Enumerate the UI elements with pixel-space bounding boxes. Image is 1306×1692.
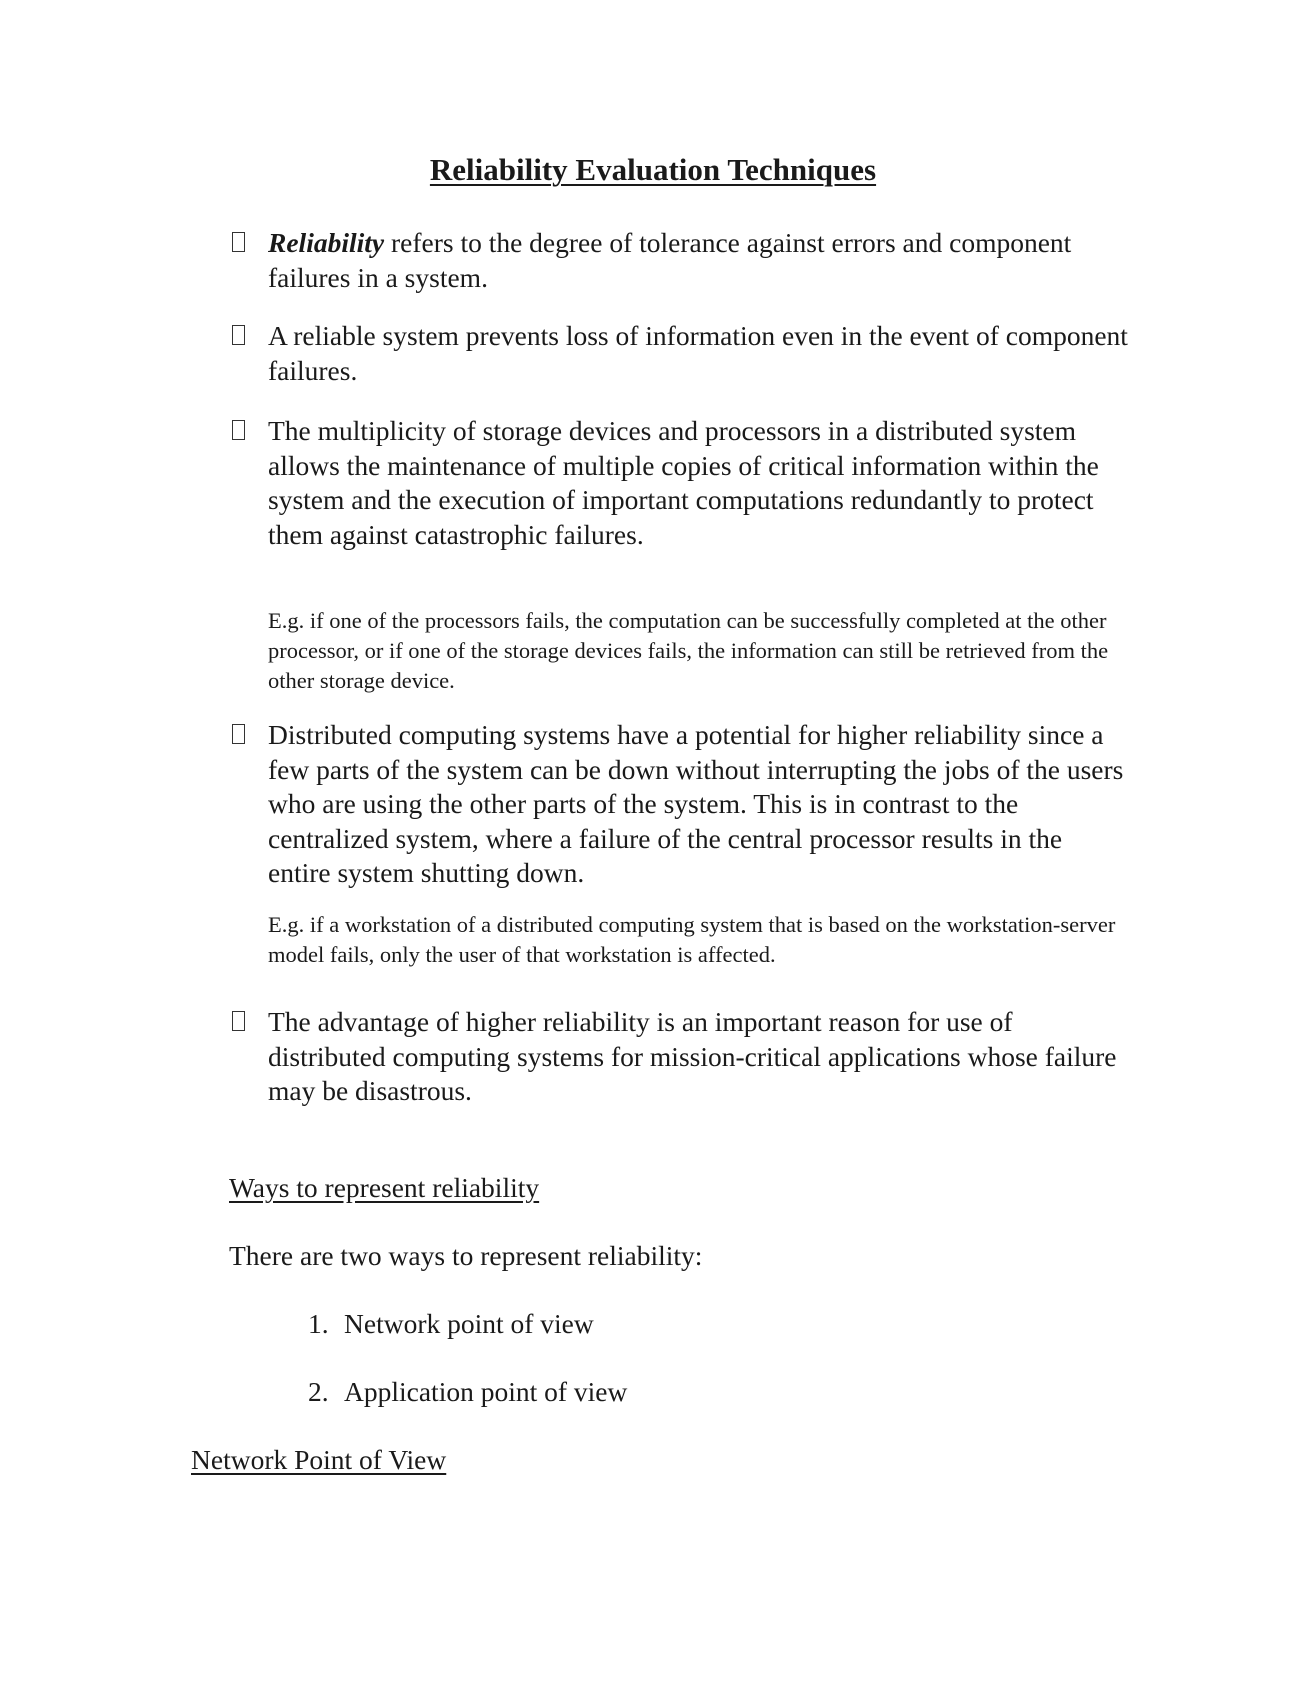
bullet-item — [268, 414, 1128, 552]
bullet-text: The multiplicity of storage devices and processors in a distributed system allows the maintenance of multiple copies of critical information within the system and the execution of important computations redundantly to protect them against catastrophic failures. — [268, 415, 1099, 550]
bullet-item — [268, 319, 1128, 388]
bullet-box-icon — [232, 724, 245, 744]
bullet-text: Distributed computing systems have a potential for higher reliability since a few parts of the system can be down without interrupting the jobs of the users who are using the other parts of the system. This is in contrast to the centralized system, where a failure of the central processor results in the entire system shutting down. — [268, 719, 1124, 888]
bullet-box-icon — [232, 420, 245, 440]
bullet-box-icon — [232, 232, 245, 252]
list-number: 1. — [308, 1308, 329, 1339]
list-label: Network point of view — [344, 1308, 594, 1339]
list-item — [308, 1376, 627, 1408]
list-label: Application point of view — [344, 1376, 628, 1407]
bullet-item — [268, 226, 1128, 295]
example-text: E.g. if a workstation of a distributed computing system that is based on the workstation-server model fails, only the user of that workstation is affected. — [268, 912, 1116, 967]
term-reliability: Reliability — [268, 227, 385, 258]
bullet-text: A reliable system prevents loss of information even in the event of component failures. — [268, 320, 1128, 386]
bullet-box-icon — [232, 1011, 245, 1031]
ways-intro: There are two ways to represent reliability: — [229, 1240, 703, 1271]
bullet-text: The advantage of higher reliability is an important reason for use of distributed computing systems for mission-critical applications whose failure may be disastrous. — [268, 1006, 1117, 1106]
list-number: 2. — [308, 1376, 329, 1407]
network-heading: Network Point of View — [191, 1444, 447, 1475]
list-item — [308, 1308, 594, 1340]
ways-heading: Ways to represent reliability — [229, 1172, 540, 1203]
bullet-text: refers to the degree of tolerance against errors and component failures in a system. — [268, 227, 1072, 293]
bullet-item — [268, 718, 1128, 891]
example-text: E.g. if one of the processors fails, the computation can be successfully completed at the other processor, or if one of the storage devices fails, the information can still be retrieved from the other storage device. — [268, 608, 1109, 693]
bullet-item — [268, 1005, 1128, 1109]
bullet-box-icon — [232, 325, 245, 345]
page-title: Reliability Evaluation Techniques — [429, 152, 877, 187]
